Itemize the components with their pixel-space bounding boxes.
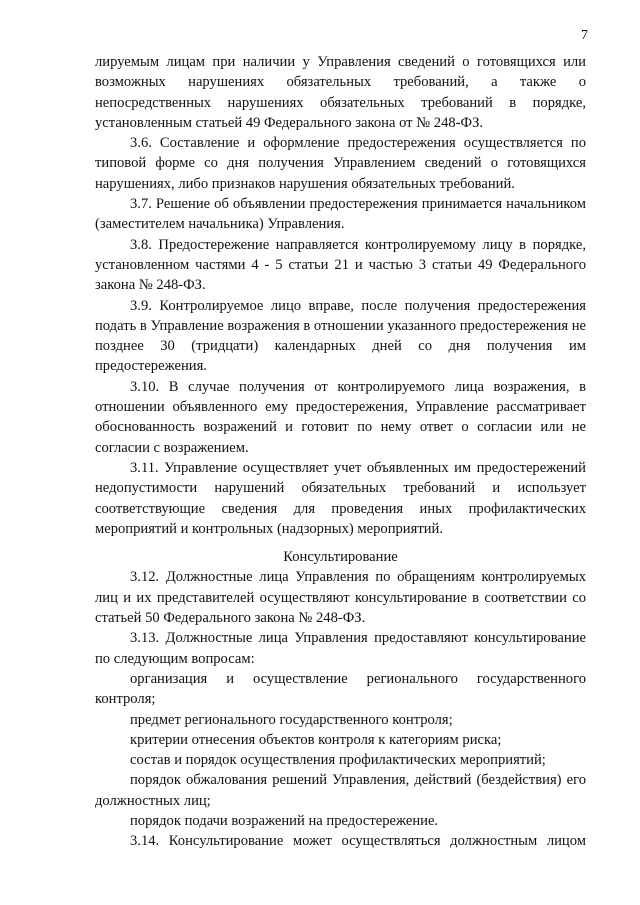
paragraph-3-11: 3.11. Управление осуществляет учет объявленных им предостережений недопустимости нарушений обязательных требований и использует соответствующие сведения для проведения иных профилактических мероприятий и контрольных (надзорных) мероприятий. xyxy=(95,459,586,537)
list-item: организация и осуществление регионального государственного контроля; xyxy=(95,670,586,708)
section-heading: Консультирование xyxy=(283,549,398,566)
paragraph-3-12: 3.12. Должностные лица Управления по обращениям контролируемых лиц и их представителей осуществляют консультирование в соответствии со статьей 50 Федерального закона № 248-ФЗ. xyxy=(95,569,586,627)
paragraph-3-7: 3.7. Решение об объявлении предостережения принимается начальником (заместителем начальника) Управления. xyxy=(95,196,586,233)
page-number: 7 xyxy=(581,28,588,43)
list-item: порядок обжалования решений Управления, действий (бездействия) его должностных лиц; xyxy=(95,772,586,809)
paragraph-continuation: лируемым лицам при наличии у Управления сведений о готовящихся или возможных нарушениях обязательных требований, а также о непосредственных нарушениях обязательных требований в порядке, установленным статьей 49 Федерального закона от № 248-ФЗ. xyxy=(95,54,586,131)
paragraph-3-9: 3.9. Контролируемое лицо вправе, после получения предостережения подать в Управление возражения в отношении указанного предостережения не позднее 30 (тридцати) календарных дней со дня получения им предостережения. xyxy=(95,297,586,375)
list-item: состав и порядок осуществления профилактических мероприятий; xyxy=(130,752,546,769)
list-item: критерии отнесения объектов контроля к категориям риска; xyxy=(130,731,502,748)
list-item: предмет регионального государственного контроля; xyxy=(130,711,453,728)
paragraph-3-8: 3.8. Предостережение направляется контролируемому лицу в порядке, установленном частями 4 - 5 статьи 21 и частью 3 статьи 49 Федерального закона № 248-ФЗ. xyxy=(95,236,586,294)
list-item: порядок подачи возражений на предостережение. xyxy=(130,812,439,829)
paragraph-3-10: 3.10. В случае получения от контролируемого лица возражения, в отношении объявленного ему предостережения, Управление рассматривает обоснованность возражений и готовит по нему ответ о согласии или не согласии с возражением. xyxy=(95,378,586,456)
page-content xyxy=(95,52,586,852)
paragraph-3-13: 3.13. Должностные лица Управления предоставляют консультирование по следующим вопросам: xyxy=(95,630,586,667)
paragraph-3-6: 3.6. Составление и оформление предостережения осуществляется по типовой форме со дня получения Управлением сведений о готовящихся нарушениях, либо признаков нарушения обязательных требований. xyxy=(95,135,586,192)
paragraph-3-14: 3.14. Консультирование может осуществляться должностным лицом xyxy=(130,833,586,850)
